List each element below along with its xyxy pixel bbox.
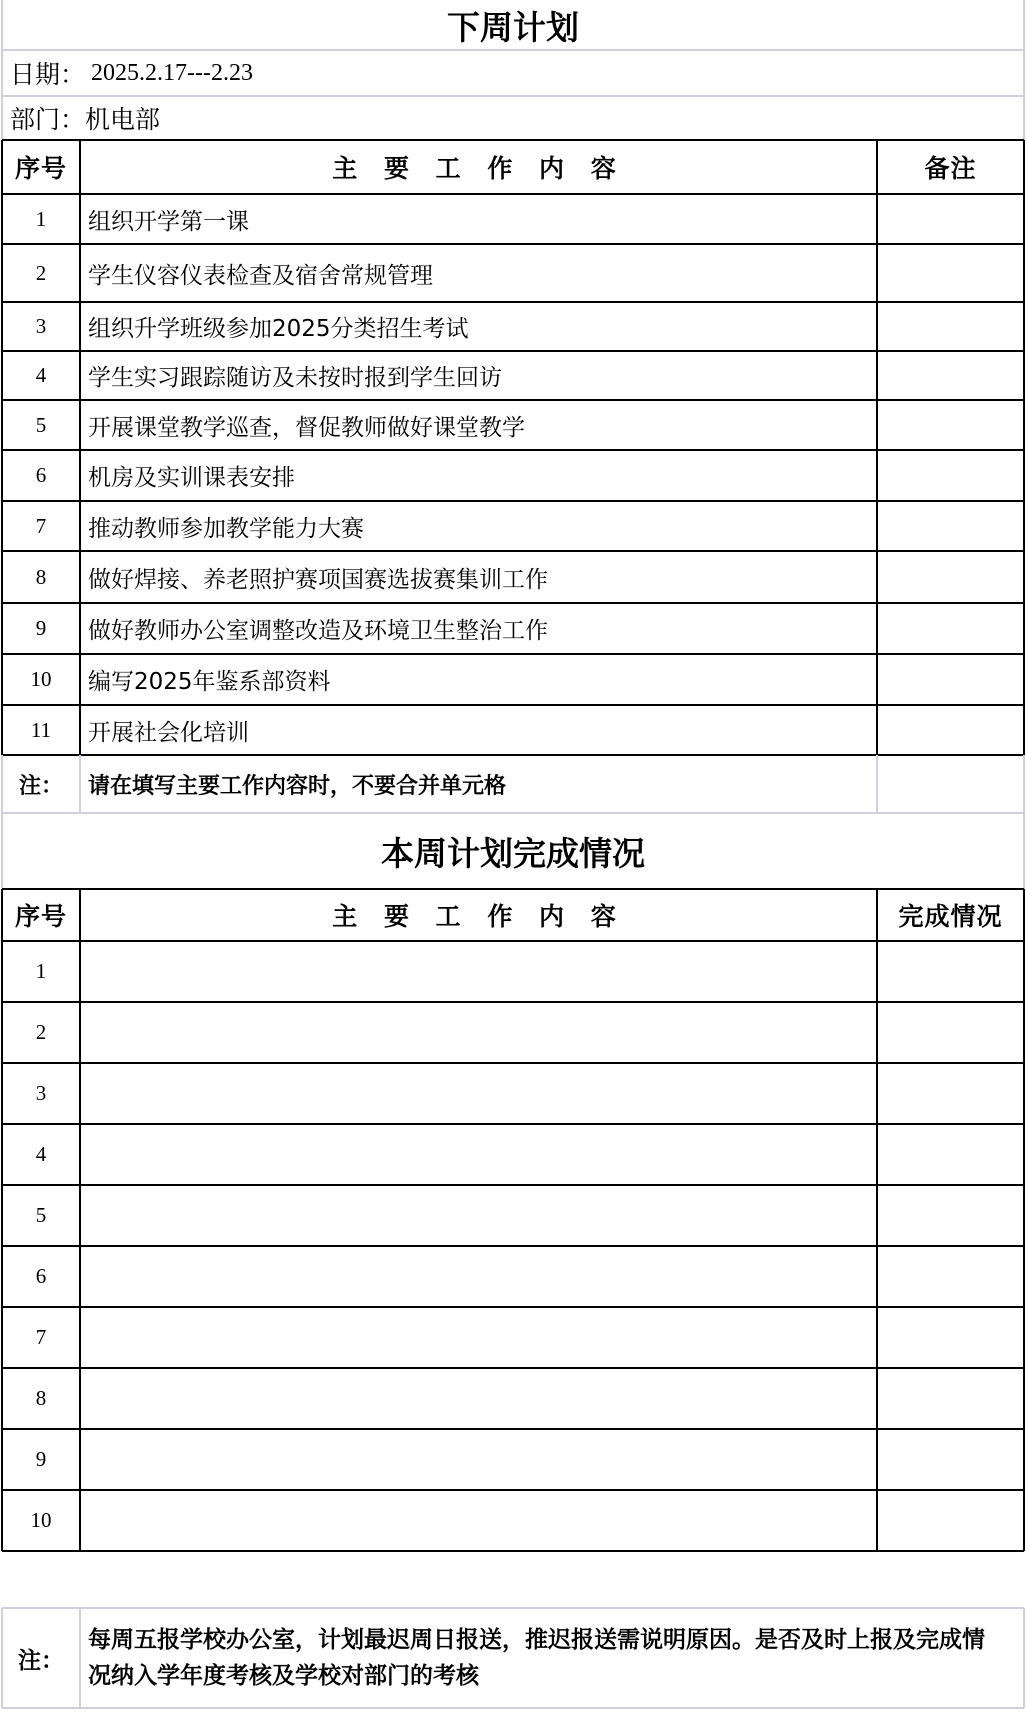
completion-header-content: 主 要 工 作 内 容 — [332, 902, 625, 931]
plan-row-remark[interactable] — [877, 705, 1024, 755]
completion-row-content[interactable] — [80, 1429, 877, 1490]
plan-row-index: 7 — [35, 513, 47, 538]
completion-table-row — [2, 941, 1024, 1002]
plan-row-remark[interactable] — [877, 654, 1024, 705]
plan-row-content[interactable]: 编写2025年鉴系部资料 — [88, 669, 331, 695]
plan-row-index: 4 — [35, 363, 47, 387]
completion-row-status[interactable] — [877, 1368, 1024, 1429]
completion-row-content[interactable] — [80, 1490, 877, 1551]
title-row — [2, 0, 1024, 50]
completion-row-index: 3 — [35, 1081, 47, 1105]
plan-note-text: 请在填写主要工作内容时，不要合并单元格 — [88, 773, 507, 799]
plan-table-row — [2, 654, 1024, 705]
completion-row-content[interactable] — [80, 1063, 877, 1124]
plan-row-content[interactable]: 学生实习跟踪随访及未按时报到学生回访 — [88, 365, 502, 391]
completion-row-index: 6 — [35, 1264, 47, 1288]
completion-row-status[interactable] — [877, 1002, 1024, 1063]
completion-header-row — [2, 889, 1024, 941]
plan-table-row — [2, 194, 1024, 244]
completion-row-status[interactable] — [877, 1246, 1024, 1307]
plan-row-index: 6 — [35, 463, 47, 487]
plan-header-content: 主 要 工 作 内 容 — [332, 154, 625, 183]
completion-row-index: 10 — [30, 1508, 52, 1532]
plan-row-index: 2 — [35, 260, 47, 285]
completion-row-status[interactable] — [877, 1490, 1024, 1551]
completion-table-row — [2, 1307, 1024, 1368]
completion-row-content[interactable] — [80, 1002, 877, 1063]
plan-table-row — [2, 450, 1024, 501]
plan-note-row — [2, 755, 1024, 813]
completion-row-index: 8 — [35, 1386, 47, 1410]
completion-table-row — [2, 1429, 1024, 1490]
department-cell[interactable] — [2, 96, 1024, 140]
plan-table-row — [2, 302, 1024, 351]
completion-row-status[interactable] — [877, 1124, 1024, 1185]
completion-row-index: 1 — [35, 959, 47, 983]
completion-header-index: 序号 — [14, 902, 67, 931]
plan-row-index: 3 — [35, 314, 47, 338]
completion-table-row — [2, 1490, 1024, 1551]
plan-table-row — [2, 244, 1024, 302]
footer-note-row — [2, 1608, 1024, 1708]
completion-row-index: 9 — [35, 1447, 47, 1471]
plan-row-remark[interactable] — [877, 501, 1024, 551]
completion-row-index: 5 — [35, 1203, 47, 1227]
completion-row-content[interactable] — [80, 1368, 877, 1429]
footer-note-text: 每周五报学校办公室，计划最迟周日报送，推迟报送需说明原因。是否及时上报及完成情况纳入学年度考核及学校对部门的考核 — [88, 1627, 985, 1689]
plan-row-content[interactable]: 做好焊接、养老照护赛项国赛选拔赛集训工作 — [88, 566, 548, 593]
plan-row-remark[interactable] — [877, 194, 1024, 244]
department-label: 部门： — [10, 105, 86, 134]
completion-row-index: 2 — [35, 1020, 47, 1044]
plan-header-index: 序号 — [14, 154, 67, 183]
completion-table-row — [2, 1185, 1024, 1246]
date-row — [2, 50, 1024, 96]
plan-row-remark[interactable] — [877, 244, 1024, 302]
completion-row-content[interactable] — [80, 1307, 877, 1368]
completion-table-row — [2, 1368, 1024, 1429]
plan-table-row — [2, 705, 1024, 755]
completion-row-status[interactable] — [877, 1307, 1024, 1368]
plan-row-index: 11 — [30, 717, 52, 742]
plan-table-row — [2, 351, 1024, 400]
plan-row-index: 10 — [30, 667, 52, 691]
page-title: 下周计划 — [447, 7, 579, 47]
completion-row-content[interactable] — [80, 1124, 877, 1185]
completion-row-status[interactable] — [877, 1185, 1024, 1246]
completion-table-row — [2, 1124, 1024, 1185]
plan-row-index: 1 — [35, 206, 47, 231]
date-label: 日期： — [10, 60, 86, 89]
date-value: 2025.2.17---2.23 — [91, 59, 253, 86]
plan-table-row — [2, 400, 1024, 450]
plan-row-remark[interactable] — [877, 603, 1024, 654]
completion-row-content[interactable] — [80, 1246, 877, 1307]
plan-row-index: 5 — [35, 412, 47, 437]
plan-row-content[interactable]: 组织升学班级参加2025分类招生考试 — [88, 316, 469, 342]
completion-table-row — [2, 1063, 1024, 1124]
plan-table-row — [2, 603, 1024, 654]
plan-row-content[interactable]: 做好教师办公室调整改造及环境卫生整治工作 — [88, 618, 548, 644]
plan-row-content[interactable]: 推动教师参加教学能力大赛 — [88, 515, 364, 542]
completion-row-status[interactable] — [877, 941, 1024, 1002]
plan-row-content[interactable]: 学生仪容仪表检查及宿舍常规管理 — [88, 262, 433, 289]
completion-table-row — [2, 1002, 1024, 1063]
plan-table-row — [2, 501, 1024, 551]
plan-row-remark[interactable] — [877, 551, 1024, 603]
completion-title: 本周计划完成情况 — [381, 833, 645, 873]
completion-row-content[interactable] — [80, 1185, 877, 1246]
plan-row-remark[interactable] — [877, 450, 1024, 501]
plan-note-empty[interactable] — [877, 755, 1024, 813]
plan-row-content[interactable]: 开展社会化培训 — [88, 719, 249, 746]
completion-table-row — [2, 1246, 1024, 1307]
date-cell[interactable] — [2, 50, 1024, 96]
plan-header-row — [2, 140, 1024, 194]
plan-note-label: 注： — [18, 773, 63, 799]
plan-row-remark[interactable] — [877, 351, 1024, 400]
completion-title-row — [2, 813, 1024, 889]
completion-row-content[interactable] — [80, 941, 877, 1002]
plan-row-remark[interactable] — [877, 302, 1024, 351]
plan-row-index: 8 — [35, 564, 47, 589]
plan-row-content[interactable]: 组织开学第一课 — [88, 208, 249, 235]
plan-row-index: 9 — [35, 616, 47, 640]
department-value: 机电部 — [85, 105, 161, 134]
completion-header-status: 完成情况 — [898, 902, 1003, 931]
plan-row-remark[interactable] — [877, 400, 1024, 450]
department-row — [2, 96, 1024, 140]
plan-row-content[interactable]: 机房及实训课表安排 — [88, 465, 295, 491]
completion-row-index: 4 — [35, 1142, 47, 1166]
plan-table-row — [2, 551, 1024, 603]
completion-row-status[interactable] — [877, 1429, 1024, 1490]
completion-row-index: 7 — [35, 1325, 47, 1349]
plan-row-content[interactable]: 开展课堂教学巡查，督促教师做好课堂教学 — [88, 414, 525, 441]
footer-note-label: 注： — [18, 1647, 64, 1674]
completion-row-status[interactable] — [877, 1063, 1024, 1124]
plan-header-remark: 备注 — [924, 154, 977, 183]
